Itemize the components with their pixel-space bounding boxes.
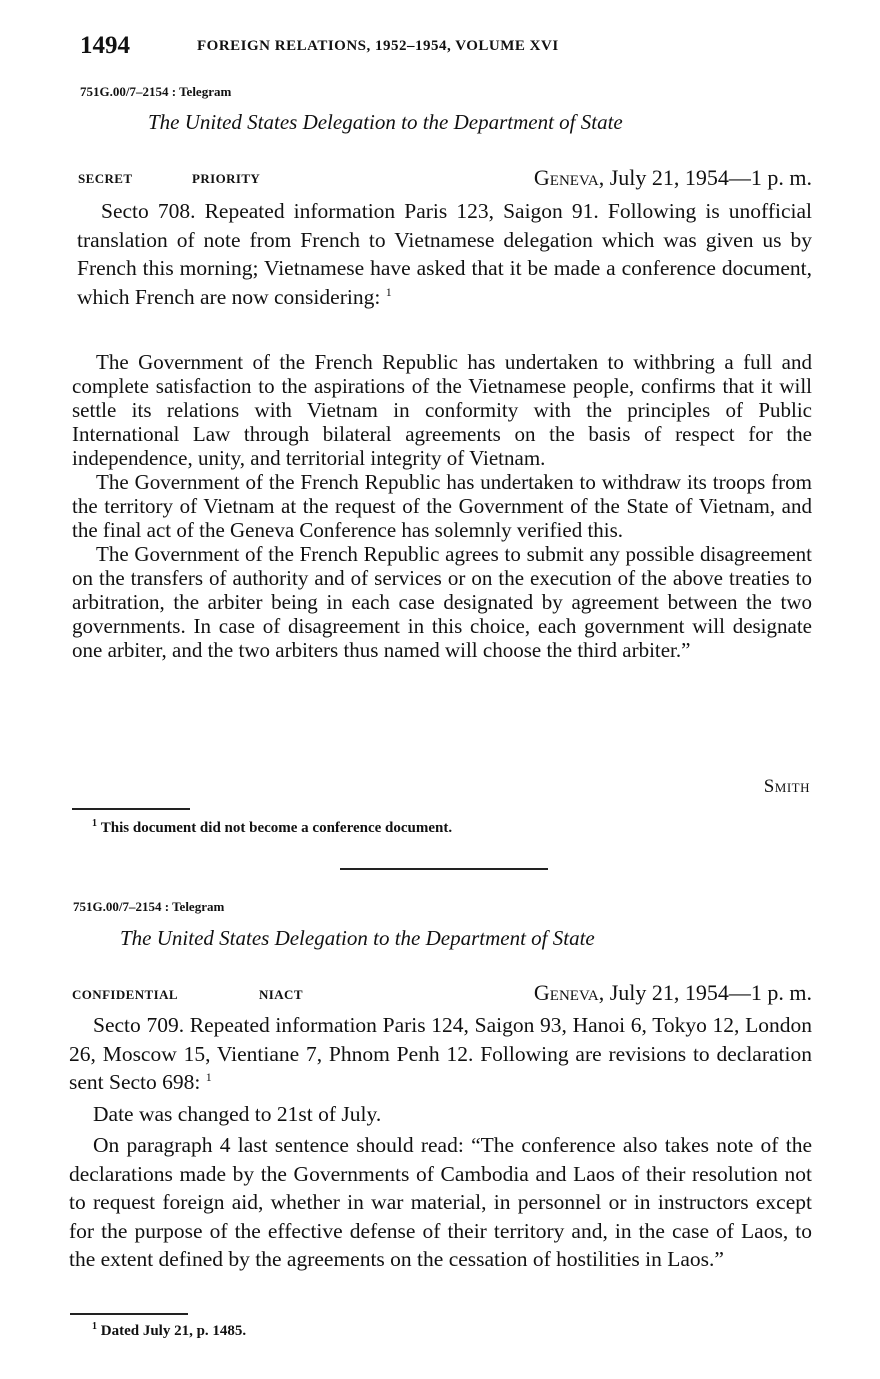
doc1-file-reference: 751G.00/7–2154 : Telegram <box>80 84 232 99</box>
doc1-quoted-note <box>72 350 812 662</box>
doc2-intro-text: Secto 709. Repeated information Paris 124, Saigon 93, Hanoi 6, Tokyo 12, London 26, Moscow 15, Vientiane 7, Phnom Penh 12. Following are revisions to declaration sent Secto 698: <box>69 1013 812 1094</box>
page-number: 1494 <box>80 32 130 59</box>
doc2-footnote-text: Dated July 21, p. 1485. <box>100 1323 247 1339</box>
doc1-intro-text: Secto 708. Repeated information Paris 123, Saigon 91. Following is unofficial translation of note from French to Vietnamese delegation which was given us by French this morning; Vietnamese have asked that it be made a conference document, which French are now considering: <box>77 199 812 309</box>
doc1-priority: PRIORITY <box>192 171 261 186</box>
doc2-footnote <box>92 1323 246 1340</box>
doc2-classification: CONFIDENTIAL <box>72 987 178 1002</box>
doc2-dateline <box>534 980 812 1006</box>
quote-paragraph: The Government of the French Republic has undertaken to withbring a full and complete satisfaction to the aspirations of the Vietnamese people, confirms that it will settle its relations with Vietnam in conformity with the principles of Public International Law through bilateral agreements on the basis of respect for the independence, unity, and territorial integrity of Vietnam. <box>72 350 812 470</box>
doc1-footnote <box>92 820 452 837</box>
doc1-place: Geneva <box>533 165 599 190</box>
footnote-mark: 1 <box>92 818 97 829</box>
doc1-signature: Smith <box>763 776 810 797</box>
doc2-intro-paragraph <box>69 1011 812 1097</box>
doc2-priority: NIACT <box>259 987 303 1002</box>
doc1-classification: SECRET <box>78 171 133 186</box>
footnote-rule <box>70 1313 188 1315</box>
quote-paragraph: The Government of the French Republic agrees to submit any possible disagreement on the transfers of authority and of services or on the execution of the above treaties to arbitration, the arbiter being in each case designated by agreement between the two governments. In case of disagreement in this choice, each government will designate one arbiter, and the two arbiters thus named will choose the third arbiter.” <box>72 542 812 662</box>
doc1-footnote-text: This document did not become a conference document. <box>100 820 453 836</box>
quote-paragraph: The Government of the French Republic has undertaken to withdraw its troops from the territory of Vietnam at the request of the Government of the State of Vietnam, and the final act of the Geneva Conference has solemnly verified this. <box>72 470 812 542</box>
doc2-date: , July 21, 1954—1 p. m. <box>598 980 812 1005</box>
doc1-date: , July 21, 1954—1 p. m. <box>598 165 812 190</box>
doc1-intro-block <box>77 197 812 311</box>
doc2-paragraph: On paragraph 4 last sentence should read: “The conference also takes note of the declarations made by the Governments of Cambodia and Laos of their resolution not to request foreign aid, whether in war material, in personnel or in instructors except for the purpose of the effective defense of their territory and, in the case of Laos, to the extent defined by the agreements on the cessation of hostilities in Laos.” <box>69 1133 812 1271</box>
footnote-reference: 1 <box>205 1069 212 1084</box>
doc1-dateline <box>534 165 812 191</box>
doc2-body <box>69 1011 812 1274</box>
doc2-place: Geneva <box>533 980 599 1005</box>
doc2-heading: The United States Delegation to the Department of State <box>120 926 595 950</box>
running-title: FOREIGN RELATIONS, 1952–1954, VOLUME XVI <box>197 38 559 54</box>
doc1-heading: The United States Delegation to the Department of State <box>148 110 623 134</box>
footnote-mark: 1 <box>92 1321 97 1332</box>
doc1-intro-paragraph <box>77 197 812 311</box>
doc2-paragraph: Date was changed to 21st of July. <box>93 1101 382 1126</box>
footnote-rule <box>72 808 190 810</box>
doc2-file-reference: 751G.00/7–2154 : Telegram <box>73 899 225 914</box>
footnote-reference: 1 <box>385 284 392 299</box>
section-divider <box>340 868 548 870</box>
